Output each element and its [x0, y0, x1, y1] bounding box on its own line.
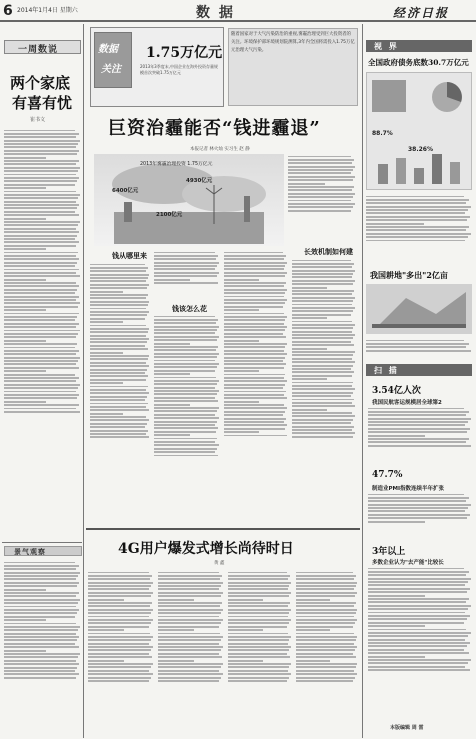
right-pct-2: 38.26%	[408, 146, 433, 153]
scan-body-2	[368, 492, 472, 540]
left-title-line2: 有喜有忧	[12, 94, 73, 112]
left-box-label: 景气观察	[14, 548, 46, 556]
sub-head-3: 长效机制如何建	[304, 247, 353, 256]
intro-text: 随着国家对于大气污染防治的重视,雾霾治理受到巨大投资者的关注。环境保护部环境规划院测算,3年内全国将需投入1.75万亿元治理大气污染。	[231, 32, 355, 53]
bottom-headline: 4G用户爆发式增长尚待时日	[118, 541, 294, 557]
pollution-illustration	[94, 154, 284, 246]
section-2-label: 扫 描	[374, 366, 399, 375]
section-1-label: 视 界	[374, 42, 399, 51]
debt-bar-block	[372, 80, 406, 112]
right-text-2	[366, 338, 472, 362]
debt-pie	[426, 80, 468, 114]
feature-body-col4	[292, 258, 356, 520]
chart-title: 2013年雾霾治理投资 1.75万亿元	[140, 162, 213, 167]
left-article-body	[4, 128, 81, 540]
section-title: 数 据	[196, 5, 235, 21]
amount-2: 4930亿元	[186, 178, 213, 184]
bottom-divider	[86, 528, 360, 530]
page-editor: 本版编辑 周 雷	[390, 725, 424, 731]
feature-byline: 本报记者 林火灿 实习生 赵 静	[190, 147, 250, 152]
feature-body-col2a	[154, 250, 220, 302]
scan-body-3	[368, 566, 472, 718]
bottom-body-col4	[296, 570, 358, 736]
badge-line1: 数据	[98, 44, 118, 55]
big-number-desc: 2013年3季度末,中国企业在海外投资存量规模首次突破1.75万亿元	[140, 64, 218, 75]
scan-number-2: 47.7%	[372, 470, 403, 480]
left-box-body	[4, 560, 81, 735]
right-text-1	[366, 194, 472, 264]
scan-head-3: 多数企业认为"去产能"比较长	[372, 560, 444, 566]
bottom-body-col2	[158, 570, 224, 736]
big-number: 1.75万亿元	[146, 45, 223, 61]
amount-3: 2100亿元	[156, 212, 183, 218]
amount-1: 6400亿元	[112, 188, 139, 194]
scan-number-3: 3年以上	[372, 547, 406, 557]
right-head-2: 我国耕地"多出"2亿亩	[370, 270, 448, 280]
feature-body-col3	[224, 250, 288, 520]
badge-line2: 关注	[101, 64, 121, 75]
issue-date: 2014年1月4日 星期六	[17, 7, 78, 14]
bottom-byline: 黄 鑫	[214, 561, 225, 566]
bottom-body-col3	[228, 570, 292, 736]
scan-number-1: 3.54亿人次	[372, 386, 421, 396]
right-column-divider	[362, 24, 363, 738]
scan-body-1	[368, 406, 472, 466]
feature-body-col1	[90, 262, 150, 520]
feature-body-top	[288, 154, 356, 242]
column-label: 一周数说	[18, 45, 59, 55]
scan-head-1: 我国民航客运规模居全球第2	[372, 400, 442, 406]
newspaper-logo: 经济日报	[393, 6, 450, 20]
left-title-line1: 两个家底	[10, 74, 71, 92]
scan-head-2: 制造业PMI指数连续半年扩张	[372, 486, 445, 492]
sub-head-1: 钱从哪里来	[112, 251, 147, 260]
column-divider	[83, 24, 84, 738]
bottom-body-col1	[88, 570, 154, 736]
left-divider	[2, 542, 82, 543]
sub-head-2: 钱该怎么花	[172, 304, 207, 313]
left-author: 崔书文	[30, 117, 46, 123]
feature-body-col2b	[154, 314, 220, 520]
page-number: 6	[3, 3, 13, 19]
right-pct-1: 88.7%	[372, 130, 393, 137]
debt-line-chart	[370, 150, 470, 186]
feature-headline: 巨资治霾能否“钱进霾退”	[108, 118, 321, 139]
right-head-1: 全国政府债务底数30.7万亿元	[368, 58, 469, 67]
farmland-chart-graphic	[366, 284, 472, 334]
